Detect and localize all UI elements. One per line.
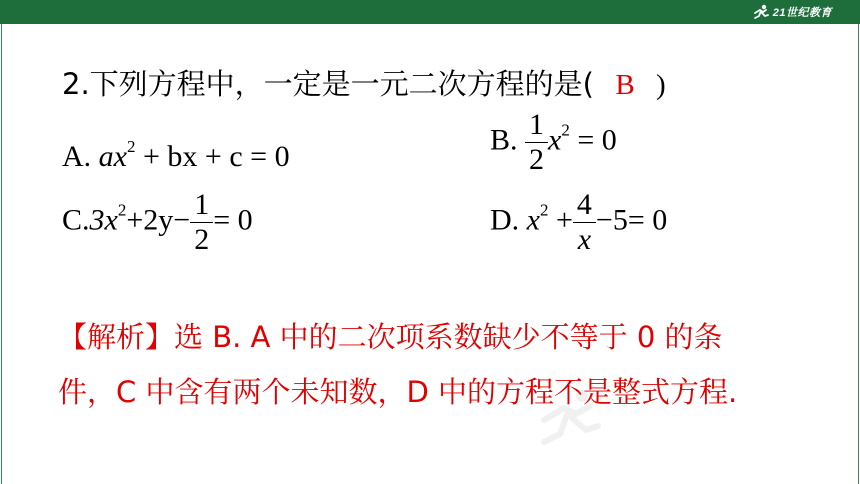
option-b-exponent: 2	[561, 120, 570, 140]
option-b-rhs: = 0	[577, 123, 617, 157]
option-a	[62, 137, 290, 174]
option-b	[490, 110, 617, 175]
right-border	[858, 24, 859, 484]
header-bar	[0, 0, 860, 24]
watermark-runner-icon	[544, 390, 598, 442]
option-c-denominator: 2	[194, 223, 210, 256]
option-b-var: x	[548, 123, 562, 157]
option-c-label: C.	[62, 203, 90, 237]
option-d-denominator: x	[577, 223, 592, 256]
logo-text: 21世纪教育	[772, 7, 832, 19]
left-border	[1, 24, 2, 484]
option-b-numerator: 1	[525, 110, 548, 143]
brand-logo	[752, 2, 832, 22]
option-d-numerator: 4	[573, 190, 596, 223]
option-d-exponent: 2	[540, 200, 549, 220]
option-c-lead: 3x	[89, 203, 118, 237]
option-b-fraction	[525, 110, 548, 175]
option-d	[490, 190, 667, 255]
option-c-fraction	[190, 190, 213, 255]
question-close: )	[655, 69, 666, 101]
option-c-numerator: 1	[190, 190, 213, 223]
option-a-rest: + bx + c = 0	[135, 140, 290, 173]
analysis-line-2: 件，C 中含有两个未知数，D 中的方程不是整式方程.	[58, 375, 738, 409]
option-c-exponent: 2	[117, 200, 127, 220]
question-stem	[62, 62, 666, 103]
option-a-exponent: 2	[127, 137, 136, 156]
option-a-label: A.	[62, 140, 92, 173]
option-c-mid: +2y−	[126, 203, 191, 237]
option-d-plus: +	[556, 203, 573, 237]
option-d-var: x	[526, 203, 540, 237]
option-b-denominator: 2	[529, 143, 545, 176]
option-d-rhs: −5= 0	[595, 203, 668, 237]
option-a-term: ax	[98, 140, 127, 173]
watermark-logo	[534, 382, 834, 462]
option-c-rhs: = 0	[213, 203, 253, 237]
option-d-label: D.	[490, 203, 520, 237]
option-c	[62, 190, 253, 255]
answer-choice: B	[615, 69, 635, 101]
option-d-fraction	[573, 190, 596, 255]
question-text: 2.下列方程中，一定是一元二次方程的是(	[62, 67, 594, 101]
runner-logo-icon	[752, 4, 770, 20]
analysis-line-1: 【解析】选 B. A 中的二次项系数缺少不等于 0 的条	[58, 320, 723, 354]
option-b-label: B.	[490, 123, 518, 157]
